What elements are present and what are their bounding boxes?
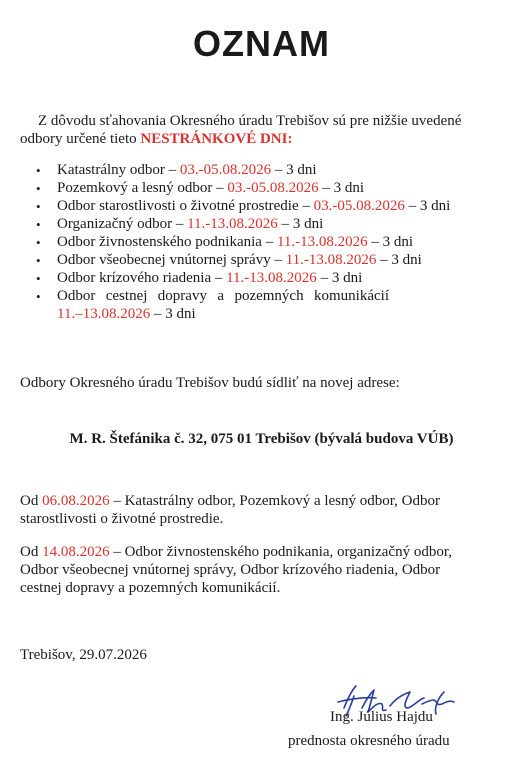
- bullet-icon: •: [36, 289, 41, 304]
- signatory-name: Ing. Július Hajdu: [330, 709, 433, 725]
- department-name: Katastrálny odbor –: [57, 162, 180, 178]
- list-item-text: [57, 269, 362, 287]
- department-name: Organizačný odbor –: [57, 216, 188, 232]
- department-name: Odbor starostlivosti o životné prostredie –: [57, 198, 314, 214]
- bullet-icon: •: [36, 199, 41, 214]
- paragraph-line: Odbor všeobecnej vnútornej správy, Odbor krízového riadenia, Odbor: [20, 562, 441, 578]
- list-item-text: [57, 233, 413, 251]
- paragraph-line: starostlivosti o životné prostredie.: [20, 511, 224, 527]
- bullet-icon: •: [36, 271, 41, 286]
- closed-dates: 11.-13.08.2026: [187, 216, 278, 232]
- intro-line-2: [20, 130, 292, 148]
- day-count: – 3 dni: [376, 252, 422, 268]
- department-name: Odbor krízového riadenia –: [57, 270, 227, 286]
- department-name: Odbor všeobecnej vnútornej správy –: [57, 252, 286, 268]
- day-count: – 3 dni: [150, 306, 196, 322]
- closed-dates: 03.-05.08.2026: [179, 162, 272, 178]
- closed-dates: 03.-05.08.2026: [313, 198, 405, 214]
- effective-date: 14.08.2026: [42, 544, 110, 560]
- place-and-date: Trebišov, 29.07.2026: [20, 647, 147, 663]
- day-count: – 3 dni: [367, 234, 414, 250]
- closed-days-emphasis: NESTRÁNKOVÉ DNI:: [140, 131, 293, 147]
- day-count: – 3 dni: [316, 270, 363, 286]
- bullet-icon: •: [36, 253, 41, 268]
- closed-dates: 11.-13.08.2026: [226, 270, 317, 286]
- paragraph-line: [20, 492, 440, 510]
- signatory-role: prednosta okresného úradu: [288, 733, 450, 749]
- closed-dates: 11.-13.08.2026: [285, 252, 377, 268]
- effective-date: 06.08.2026: [42, 493, 110, 509]
- bullet-icon: •: [36, 163, 41, 178]
- paragraph-text: – Odbor živnostenského podnikania, organizačný odbor,: [109, 544, 452, 560]
- paragraph-line: cestnej dopravy a pozemných komunikácií.: [20, 580, 281, 596]
- day-count: – 3 dni: [404, 198, 451, 214]
- intro-text: odbory určené tieto: [20, 131, 141, 147]
- department-name: Pozemkový a lesný odbor –: [57, 180, 228, 196]
- intro-line-1: Z dôvodu sťahovania Okresného úradu Trebišov sú pre nižšie uvedené: [38, 113, 462, 129]
- closed-dates: 11.–13.08.2026: [57, 306, 151, 322]
- list-item-text: [57, 305, 196, 323]
- list-item-text: [57, 197, 450, 215]
- new-address: M. R. Štefánika č. 32, 075 01 Trebišov (bývalá budova VÚB): [69, 431, 454, 447]
- list-item-text: [57, 251, 422, 269]
- list-item-text: [57, 161, 317, 179]
- bullet-icon: •: [36, 217, 41, 232]
- day-count: – 3 dni: [318, 180, 365, 196]
- paragraph-prefix: Od: [20, 493, 43, 509]
- closed-dates: 11.-13.08.2026: [276, 234, 368, 250]
- department-name: Odbor cestnej dopravy a pozemných komunikácií: [57, 288, 389, 304]
- list-item-text: [57, 215, 323, 233]
- new-address-intro: Odbory Okresného úradu Trebišov budú sídliť na novej adrese:: [20, 375, 400, 391]
- bullet-icon: •: [36, 235, 41, 250]
- day-count: – 3 dni: [271, 162, 317, 178]
- paragraph-line: [20, 543, 452, 561]
- day-count: – 3 dni: [277, 216, 324, 232]
- paragraph-text: – Katastrálny odbor, Pozemkový a lesný odbor, Odbor: [109, 493, 440, 509]
- bullet-icon: •: [36, 181, 41, 196]
- department-name: Odbor živnostenského podnikania –: [57, 234, 277, 250]
- page-title: OZNAM: [193, 23, 330, 64]
- closed-dates: 03.-05.08.2026: [227, 180, 319, 196]
- list-item-text: [57, 179, 364, 197]
- paragraph-prefix: Od: [20, 544, 43, 560]
